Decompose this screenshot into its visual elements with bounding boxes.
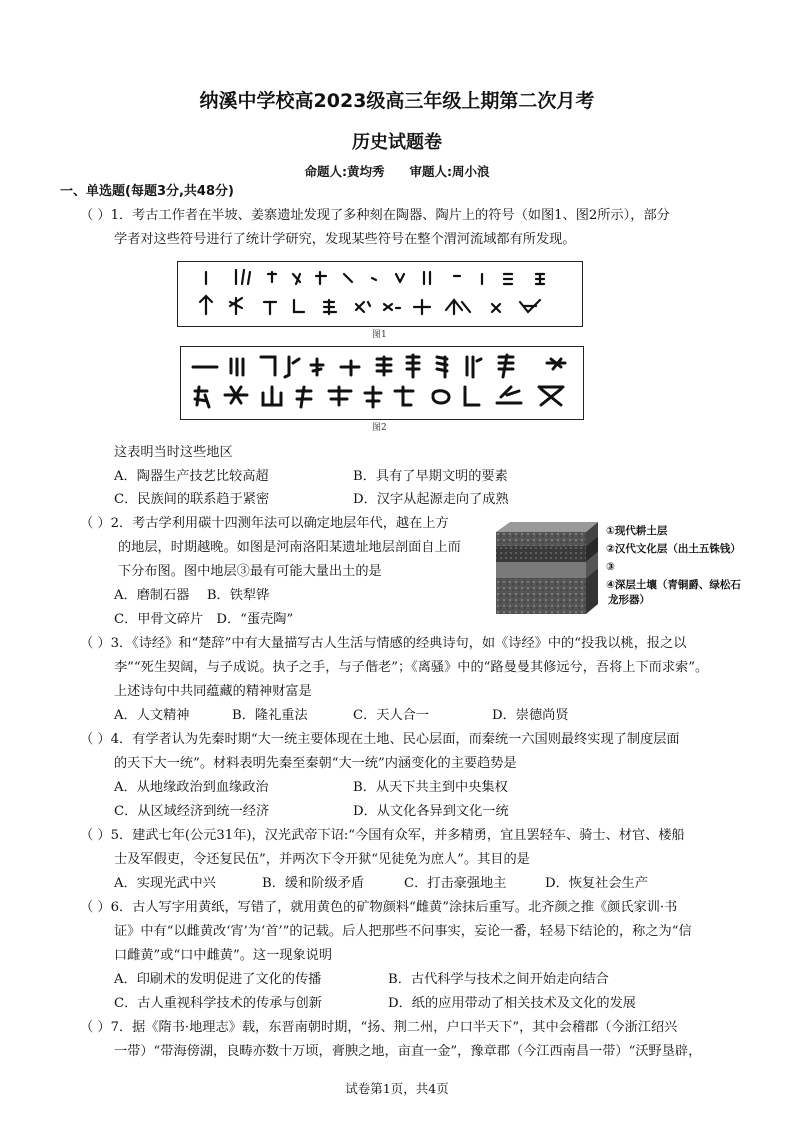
legend-layer-4: ④深层土壤（青铜爵、绿松石 — [606, 579, 741, 591]
legend-layer-1: ①现代耕土层 — [606, 525, 668, 537]
q4-option-b[interactable]: B．从天下共主到中央集权 — [353, 780, 508, 795]
pottery-symbols-fig2 — [181, 347, 583, 419]
q4-option-d[interactable]: D．从文化各异到文化一统 — [353, 804, 509, 819]
q4-line1: （ ）4．有学者认为先秦时期“大一统主要体现在土地、民心层面，而秦统一六国则最终实现了制度层面 — [80, 732, 680, 747]
q3-line3: 上述诗句中共同蕴藏的精神财富是 — [114, 684, 312, 699]
q1-option-a[interactable]: A．陶器生产技艺比较高超 — [114, 469, 269, 484]
q3-option-a[interactable]: A．人文精神 — [114, 708, 190, 723]
q6-option-c[interactable]: C．古人重视科学技术的传承与创新 — [114, 996, 322, 1011]
q3-option-c[interactable]: C．天人合一 — [353, 708, 430, 723]
exam-subtitle: 历史试题卷 — [352, 132, 442, 153]
q1-option-d[interactable]: D．汉字从起源走向了成熟 — [353, 492, 509, 507]
q3-option-b[interactable]: B．隆礼重法 — [232, 708, 308, 723]
legend-layer-4-cont: 龙形器） — [608, 594, 650, 606]
q5-line1: （ ）5．建武七年(公元31年)，汉光武帝下诏:“今国有众军，并多精勇，宜且罢轻车、骑士、材官、楼船 — [80, 828, 685, 843]
q1-line1: （ ）1．考古工作者在半坡、姜寨遗址发现了多种刻在陶器、陶片上的符号（如图1、图2所示），部分 — [80, 208, 670, 223]
q6-line1: （ ）6．古人写字用黄纸，写错了，就用黄色的矿物颜料“雌黄”涂抹后重写。北齐颜之推《颜氏家训·书 — [80, 900, 678, 915]
q5-option-a[interactable]: A．实现光武中兴 — [114, 876, 216, 891]
figure-1-symbols — [177, 261, 583, 327]
figure-1-caption: 图1 — [372, 330, 387, 340]
q2-line3: 下分布图。图中地层③最有可能大量出土的是 — [118, 564, 382, 579]
q1-option-b[interactable]: B．具有了早期文明的要素 — [353, 469, 508, 484]
q3-line2: 李”“死生契阔，与子成说。执子之手，与子偕老”；《离骚》中的“路曼曼其修远兮，吾将上下而求索”。 — [114, 660, 709, 675]
section-title: 一、单选题(每题3分,共48分) — [60, 184, 234, 199]
exam-authors: 命题人:黄均秀 审题人:周小浪 — [304, 164, 490, 179]
q6-line2: 证》中有“以雌黄改‘宵’为‘首’”的记载。后人把那些不问事实，妄论一番，轻易下结论的，称之为“信 — [114, 924, 692, 939]
q6-option-d[interactable]: D．纸的应用带动了相关技术及文化的发展 — [388, 996, 636, 1011]
q2-line2: 的地层，时期越晚。如图是河南洛阳某遗址地层剖面自上而 — [118, 540, 461, 555]
q2-options-row2[interactable]: C．甲骨文碎片 D．“蛋壳陶” — [114, 612, 294, 627]
q5-line2: 士及军假吏，令还复民伍”，并两次下令开狱“见徒免为庶人”。其目的是 — [114, 852, 530, 867]
legend-layer-3: ③ — [606, 561, 615, 573]
exam-title: 纳溪中学校高2023级高三年级上期第二次月考 — [199, 90, 595, 112]
strata-legend — [606, 524, 741, 608]
q3-option-d[interactable]: D．崇德尚贤 — [492, 708, 569, 723]
q7-line1: （ ）7．据《隋书·地理志》载，东晋南朝时期，“扬、荆二州，户口半天下”，其中会稽郡（今浙江绍兴 — [80, 1020, 678, 1035]
q7-line2: 一带）“带海傍湖，良畴亦数十万顷，膏腴之地，亩直一金”，豫章郡（今江西南昌一带）“沃野垦辟， — [114, 1044, 702, 1059]
q4-line2: 的天下大一统”。材料表明先秦至秦朝“大一统”内涵变化的主要趋势是 — [114, 756, 517, 771]
q5-option-c[interactable]: C．打击豪强地主 — [404, 876, 507, 891]
q2-options-row1[interactable]: A．磨制石器 B．铁犁铧 — [114, 588, 270, 603]
q4-option-a[interactable]: A．从地缘政治到血缘政治 — [114, 780, 269, 795]
q1-line2: 学者对这些符号进行了统计学研究，发现某些符号在整个渭河流域都有所发现。 — [114, 232, 576, 247]
q1-stem-end: 这表明当时这些地区 — [114, 445, 233, 460]
q3-line1: （ ）3．《诗经》和“楚辞”中有大量描写古人生活与情感的经典诗句，如《诗经》中的“投我以桃，报之以 — [80, 636, 687, 651]
pottery-symbols-fig1 — [178, 262, 582, 326]
q5-option-d[interactable]: D．恢复社会生产 — [545, 876, 648, 891]
q2-line1: （ ）2．考古学利用碳十四测年法可以确定地层年代，越在上方 — [80, 516, 449, 531]
page-footer: 试卷第1页，共4页 — [345, 1081, 449, 1096]
q6-option-a[interactable]: A．印刷术的发明促进了文化的传播 — [114, 972, 322, 987]
strata-diagram — [490, 520, 602, 618]
figure-2-symbols — [180, 346, 584, 420]
figure-2-caption: 图2 — [372, 423, 387, 433]
q5-option-b[interactable]: B．缓和阶级矛盾 — [262, 876, 365, 891]
q1-option-c[interactable]: C．民族间的联系趋于紧密 — [114, 492, 270, 507]
q4-option-c[interactable]: C．从区域经济到统一经济 — [114, 804, 270, 819]
legend-layer-2: ②汉代文化层（出土五铢钱） — [606, 543, 741, 555]
q6-line3: 口雌黄”或“口中雌黄”。这一现象说明 — [114, 948, 333, 963]
q6-option-b[interactable]: B．古代科学与技术之间开始走向结合 — [388, 972, 609, 987]
